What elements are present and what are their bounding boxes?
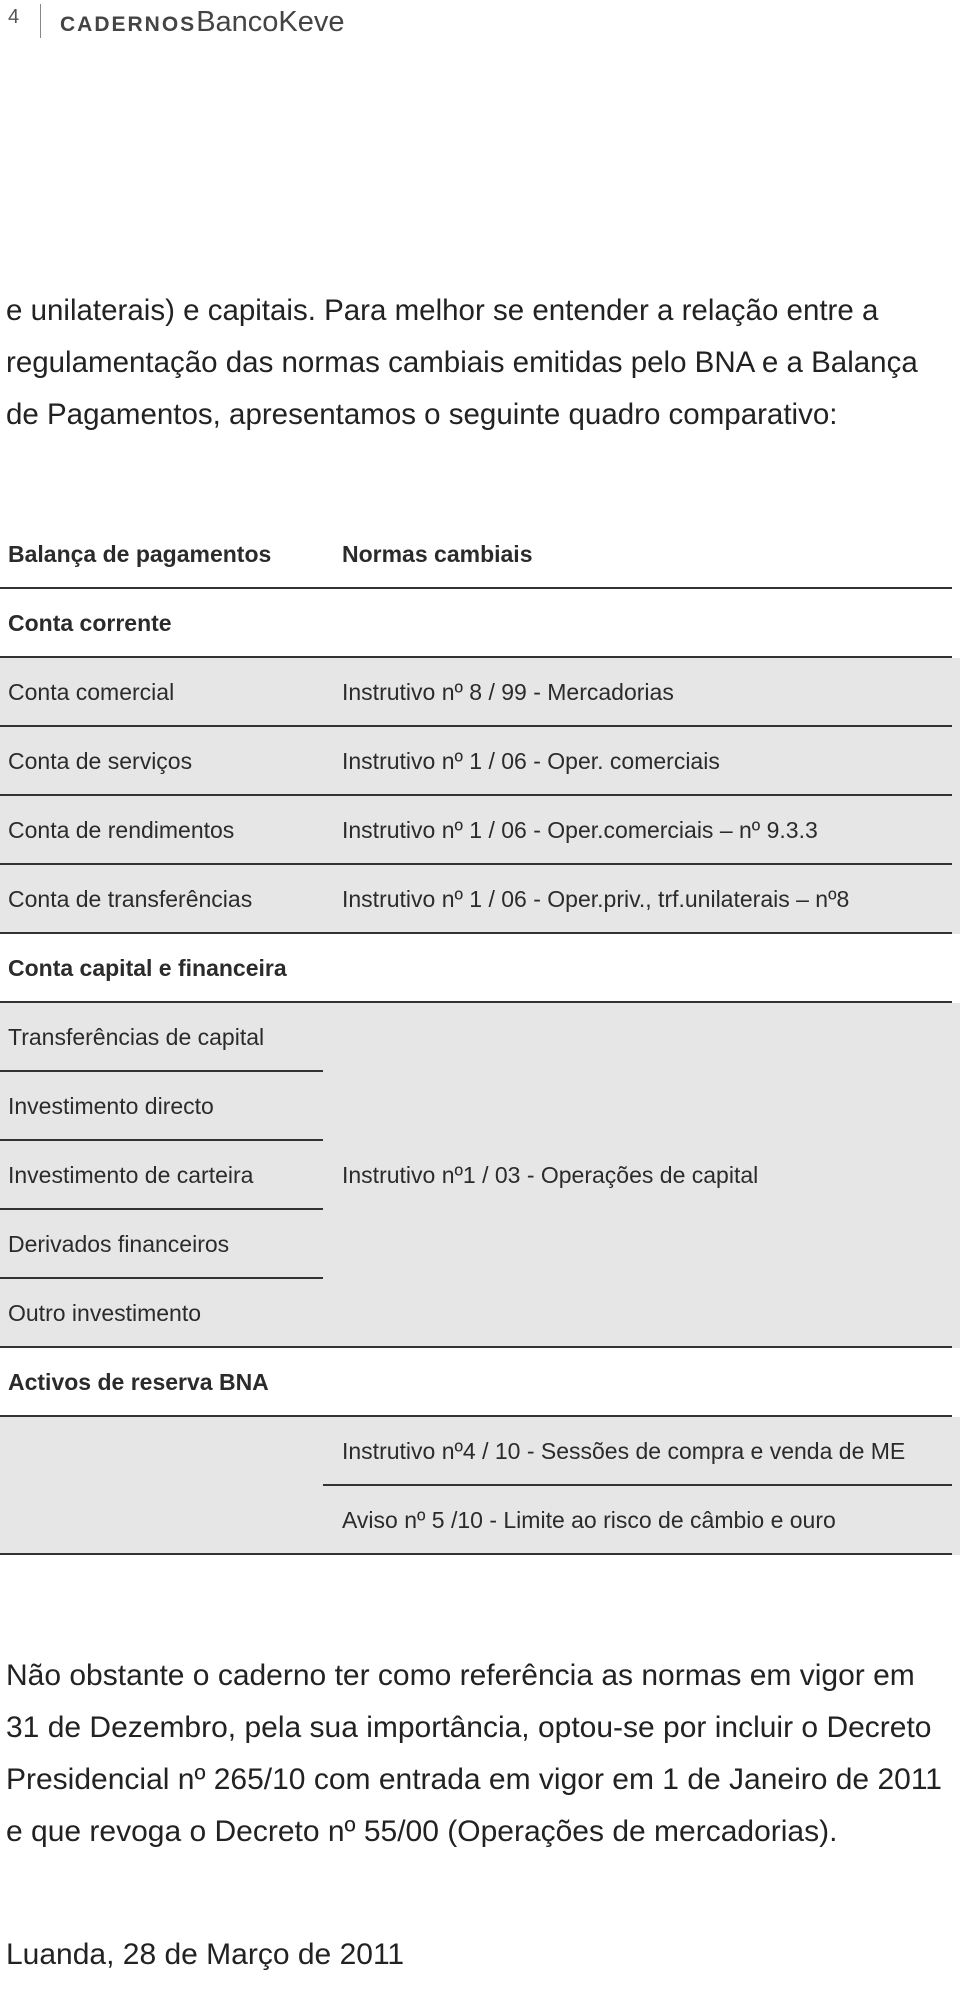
table-row (0, 1486, 960, 1555)
table-row (0, 658, 960, 727)
table-row (0, 1348, 960, 1417)
row-label: Derivados financeiros (8, 1231, 230, 1257)
table-row (0, 727, 960, 796)
row-label: Conta comercial (8, 679, 175, 705)
table-row (0, 1141, 960, 1210)
intro-paragraph: e unilaterais) e capitais. Para melhor se entender a relação entre a regulamentação das normas cambiais emitidas pelo BNA e a Balança de Pagamentos, apresentamos o seguinte quadro comparativo: (6, 294, 918, 431)
row-value: Aviso nº 5 /10 - Limite ao risco de câmbio e ouro (342, 1507, 836, 1533)
table-row (0, 1003, 960, 1072)
row-value: Instrutivo nº 1 / 06 - Oper.comerciais – nº 9.3.3 (342, 817, 818, 843)
outro-paragraph: Não obstante o caderno ter como referência as normas em vigor em 31 de Dezembro, pela sua importância, optou-se por incluir o Decreto Presidencial nº 265/10 com entrada em vigor em 1 de Janeiro de 2011 e que revoga o Decreto nº 55/00 (Operações de mercadorias). (6, 1659, 942, 1848)
page-number: 4 (8, 6, 20, 28)
row-label: Outro investimento (8, 1300, 202, 1326)
table-row (0, 796, 960, 865)
row-label: Conta de rendimentos (8, 817, 235, 843)
row-value: Instrutivo nº 1 / 06 - Oper. comerciais (342, 748, 720, 774)
comparison-table (0, 520, 960, 1555)
row-value: Instrutivo nº 1 / 06 - Oper.priv., trf.unilaterais – nº8 (342, 886, 850, 912)
col-header-normas: Normas cambiais (342, 541, 533, 567)
section-label: Conta capital e financeira (8, 955, 287, 981)
row-label: Investimento de carteira (8, 1162, 254, 1188)
table-row (0, 865, 960, 934)
row-value: Instrutivo nº1 / 03 - Operações de capital (342, 1162, 759, 1188)
section-label: Conta corrente (8, 610, 172, 636)
page-header (0, 0, 960, 40)
table-row (0, 1210, 960, 1279)
row-label: Transferências de capital (8, 1024, 265, 1050)
table-row (0, 1417, 960, 1486)
section-label: Activos de reserva BNA (8, 1369, 269, 1395)
table-header-row (0, 520, 960, 589)
row-value: Instrutivo nº 8 / 99 - Mercadorias (342, 679, 674, 705)
row-label: Investimento directo (8, 1093, 214, 1119)
row-value: Instrutivo nº4 / 10 - Sessões de compra e venda de ME (342, 1438, 906, 1464)
brand-logo: CADERNOSBancoKeve (60, 6, 345, 38)
table-row (0, 934, 960, 1003)
table-row (0, 589, 960, 658)
header-divider (40, 4, 41, 38)
table-row (0, 1072, 960, 1141)
table-row (0, 1279, 960, 1348)
row-label: Conta de transferências (8, 886, 253, 912)
row-label: Conta de serviços (8, 748, 193, 774)
place-date: Luanda, 28 de Março de 2011 (6, 1938, 405, 1971)
row-divider (0, 1553, 952, 1555)
col-header-balanca: Balança de pagamentos (8, 541, 272, 567)
